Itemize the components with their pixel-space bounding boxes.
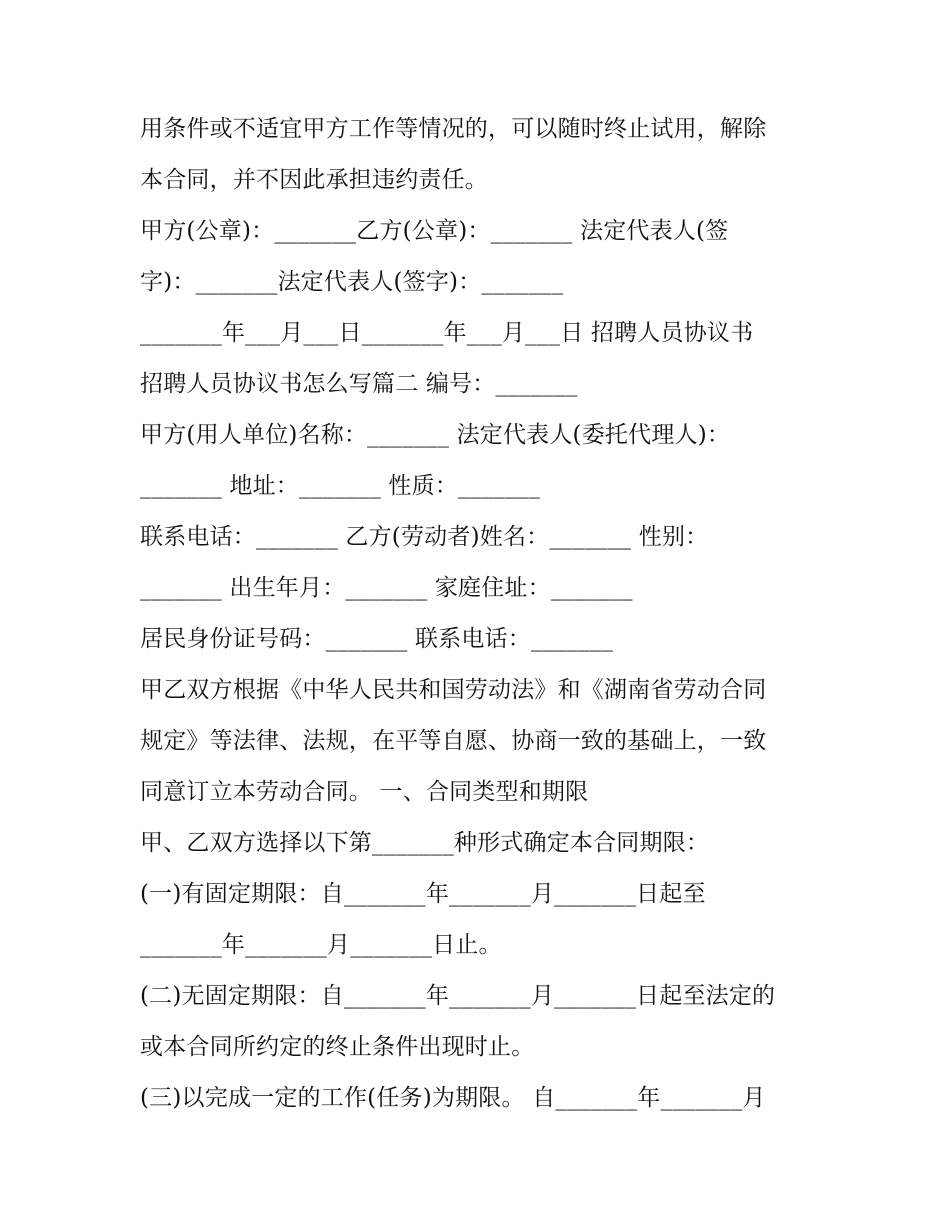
term-option-line: 或本合同所约定的终止条件出现时止。 — [140, 1034, 535, 1060]
party-a-line: _______ 地址：_______ 性质：_______ — [140, 473, 540, 499]
term-option-line: (三)以完成一定的工作(任务)为期限。 自_______年_______月 — [140, 1085, 766, 1111]
signature-line: 字)：_______法定代表人(签字)：_______ — [140, 269, 564, 295]
party-b-line: _______ 出生年月：_______ 家庭住址：_______ — [140, 575, 633, 601]
text-line: 本合同，并不因此承担违约责任。 — [140, 167, 488, 193]
date-line: _______年___月___日_______年___月___日 招聘人员协议书 — [140, 320, 754, 346]
text-line: 甲乙双方根据《中华人民共和国劳动法》和《湖南省劳动合同 — [140, 677, 767, 703]
term-option-line: _______年_______月_______日止。 — [140, 932, 502, 958]
party-b-line: 联系电话：_______ 乙方(劳动者)姓名：_______ 性别： — [140, 524, 709, 550]
party-b-line: 居民身份证号码：_______ 联系电话：_______ — [140, 626, 613, 652]
text-line: 规定》等法律、法规，在平等自愿、协商一致的基础上，一致 — [140, 728, 767, 754]
signature-line: 甲方(公章)：_______乙方(公章)：_______ 法定代表人(签 — [140, 218, 729, 244]
text-line: 用条件或不适宜甲方工作等情况的，可以随时终止试用，解除 — [140, 116, 767, 142]
text-line: 甲、乙双方选择以下第_______种形式确定本合同期限： — [140, 830, 710, 856]
document-body — [140, 104, 820, 1124]
section-heading: 招聘人员协议书怎么写篇二 编号：_______ — [140, 371, 578, 397]
term-option-line: (二)无固定期限：自_______年_______月_______日起至法定的 — [140, 983, 776, 1009]
term-option-line: (一)有固定期限：自_______年_______月_______日起至 — [140, 881, 706, 907]
party-a-line: 甲方(用人单位)名称：_______ 法定代表人(委托代理人)： — [140, 422, 731, 448]
text-line: 同意订立本劳动合同。 一、合同类型和期限 — [140, 779, 589, 805]
